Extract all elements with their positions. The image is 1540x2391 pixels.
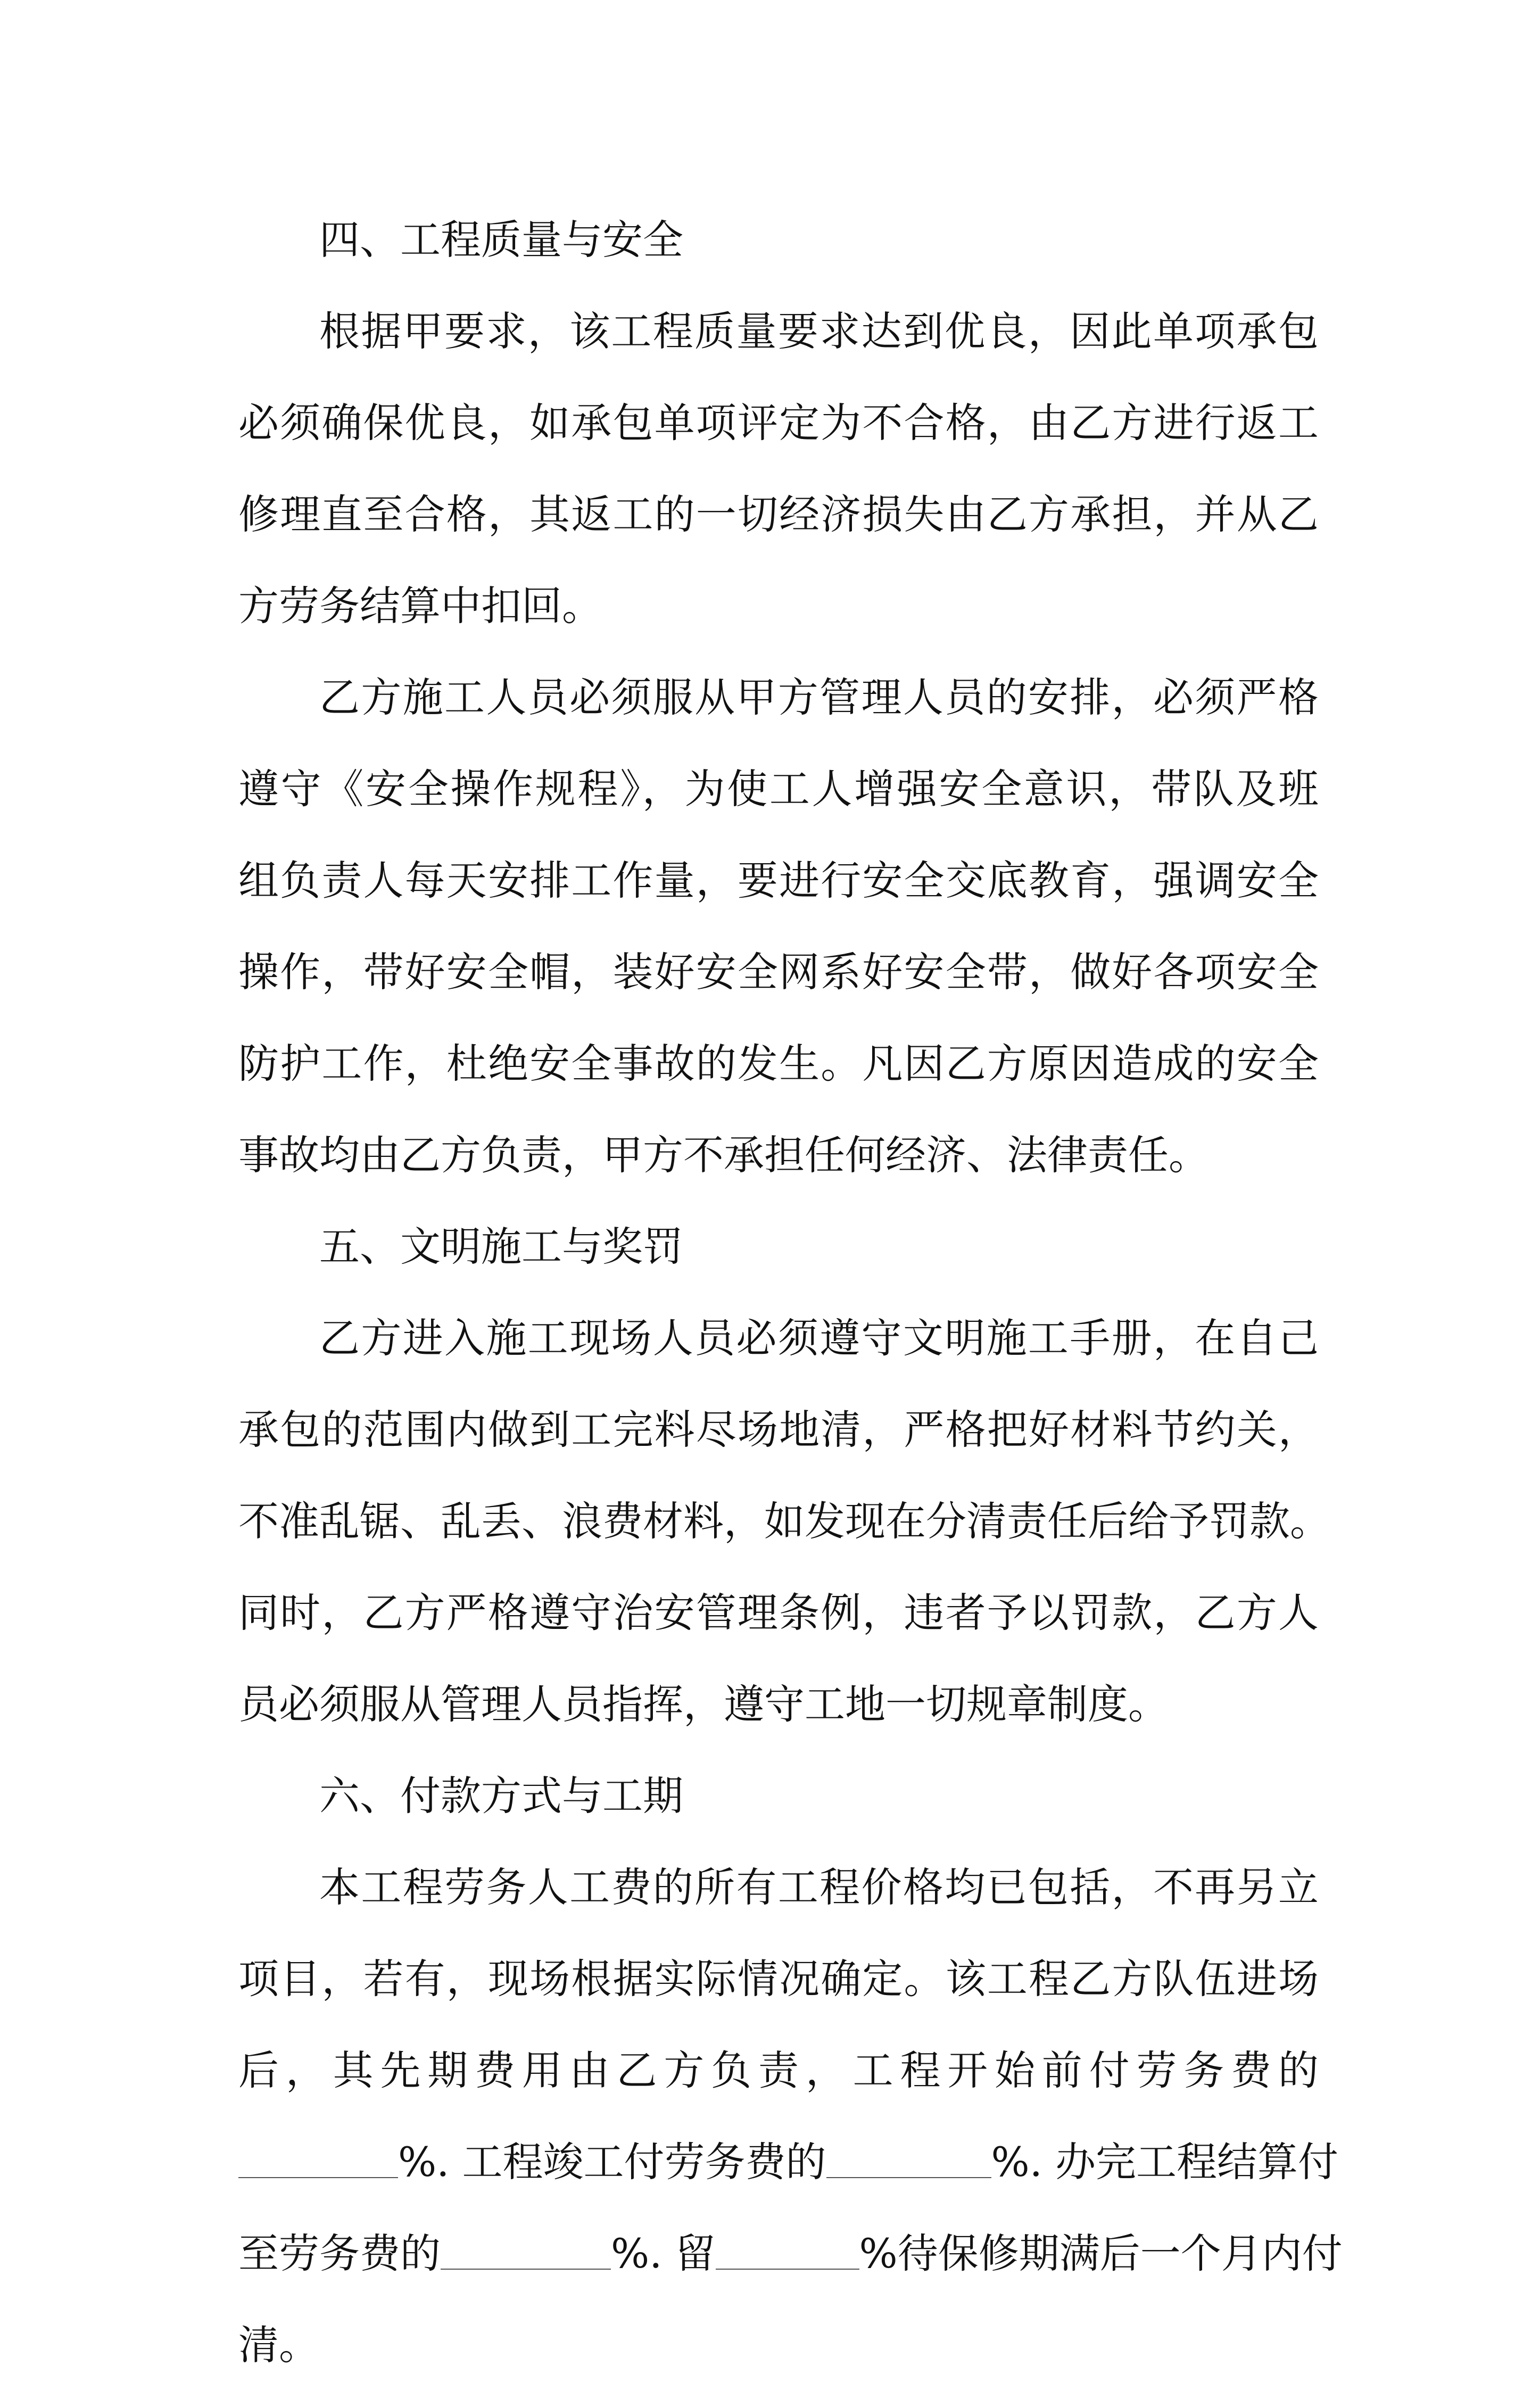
paragraph-line: 同时，乙方严格遵守治安管理条例，违者予以罚款，乙方人 bbox=[238, 1589, 1319, 1636]
paragraph-line: 根据甲要求，该工程质量要求达到优良，因此单项承包 bbox=[319, 308, 1319, 355]
fill-in-blank bbox=[441, 2269, 611, 2270]
paragraph-line: 防护工作，杜绝安全事故的发生。凡因乙方原因造成的安全 bbox=[238, 1040, 1319, 1087]
paragraph-line: 清。 bbox=[238, 2321, 319, 2369]
line-text: %. 办完工程结算付 bbox=[991, 2138, 1339, 2186]
paragraph-line: 遵守《安全操作规程》，为使工人增强安全意识，带队及班 bbox=[238, 765, 1319, 813]
paragraph-line: 操作，带好安全帽，装好安全网系好安全带，做好各项安全 bbox=[238, 948, 1319, 996]
line-text: %. 留 bbox=[611, 2230, 716, 2277]
paragraph-line: 后，其先期费用由乙方负责，工程开始前付劳务费的 bbox=[238, 2047, 1319, 2094]
paragraph-civilized-construction bbox=[238, 1293, 1330, 1750]
paragraph-line: 承包的范围内做到工完料尽场地清，严格把好材料节约关， bbox=[238, 1406, 1319, 1453]
paragraph-line-with-blanks bbox=[238, 2208, 1343, 2299]
paragraph-quality bbox=[238, 286, 1319, 652]
fill-in-blank bbox=[716, 2269, 859, 2270]
section-heading-quality-safety: 四、工程质量与安全 bbox=[319, 216, 683, 263]
document-page bbox=[238, 194, 1343, 2391]
paragraph-line: 组负责人每天安排工作量，要进行安全交底教育，强调安全 bbox=[238, 857, 1319, 904]
paragraph-line: 本工程劳务人工费的所有工程价格均已包括，不再另立 bbox=[319, 1864, 1319, 1911]
paragraph-line: 项目，若有，现场根据实际情况确定。该工程乙方队伍进场 bbox=[238, 1955, 1319, 2003]
paragraph-line: 事故均由乙方负责，甲方不承担任何经济、法律责任。 bbox=[238, 1131, 1209, 1179]
paragraph-line-with-blanks bbox=[238, 2116, 1339, 2208]
paragraph-safety bbox=[238, 652, 1319, 1201]
section-heading-payment-schedule: 六、付款方式与工期 bbox=[319, 1772, 683, 1819]
section-heading-civilized-construction: 五、文明施工与奖罚 bbox=[319, 1223, 683, 1270]
paragraph-line: 必须确保优良，如承包单项评定为不合格，由乙方进行返工 bbox=[238, 399, 1319, 446]
paragraph-line: 乙方进入施工现场人员必须遵守文明施工手册，在自己 bbox=[319, 1314, 1319, 1362]
paragraph-line: 修理直至合格，其返工的一切经济损失由乙方承担，并从乙 bbox=[238, 491, 1319, 538]
paragraph-line: 乙方施工人员必须服从甲方管理人员的安排，必须严格 bbox=[319, 674, 1319, 721]
line-text: %待保修期满后一个月内付 bbox=[859, 2230, 1343, 2277]
line-text: %. 工程竣工付劳务费的 bbox=[398, 2138, 826, 2186]
paragraph-line: 不准乱锯、乱丢、浪费材料，如发现在分清责任后给予罚款。 bbox=[238, 1498, 1330, 1545]
line-text: 至劳务费的 bbox=[238, 2230, 441, 2277]
paragraph-line: 员必须服从管理人员指挥，遵守工地一切规章制度。 bbox=[238, 1681, 1169, 1728]
paragraph-line: 方劳务结算中扣回。 bbox=[238, 582, 602, 630]
paragraph-payment bbox=[238, 1842, 1343, 2391]
